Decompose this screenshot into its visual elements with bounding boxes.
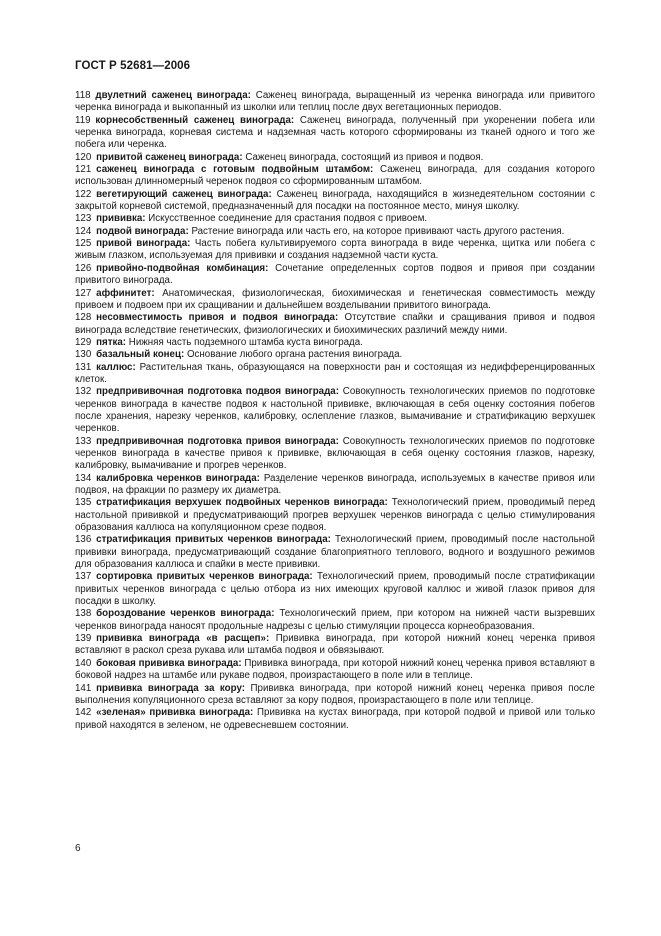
term-definition: Часть побега культивируемого сорта винограда в виде черенка, щитка или побега с живым глазком, используемая для прививки и создания надземной части куста. [75,238,596,262]
term-title: стратификация верхушек подвойных черенков винограда: [96,497,388,509]
term-definition: Саженец винограда, для создания которого использован длинномерный черенок подвоя со сформированным штамбом. [75,164,595,188]
term-entry [75,473,595,498]
term-title: бороздование черенков винограда: [96,608,275,620]
term-definition: Искусственное соединение для срастания подвоя с привоем. [148,213,428,225]
term-number: 139 [75,633,92,645]
term-title: прививка винограда «в расщеп»: [96,633,270,645]
term-number: 138 [75,608,92,620]
term-definition: Растение винограда или часть его, на которое прививают часть другого растения. [191,225,565,237]
term-title: подвой винограда: [96,225,189,237]
term-entry [75,152,595,164]
term-definition: Прививка винограда, при которой нижний конец черенка привоя вставляют в раскол среза рукава или штамба подвоя и обвязывают. [75,633,595,657]
term-title: привитой саженец винограда: [96,151,243,163]
term-number: 133 [75,435,92,447]
term-title: «зеленая» прививка винограда: [96,707,254,719]
term-number: 132 [75,386,92,398]
term-number: 120 [75,151,92,163]
term-definition: Технологический прием, проводимый перед настольной прививкой и предусматривающий прогрев верхушек черенков винограда с целью стимулирования образования каллюса на копуляционном срезе подвоя. [75,497,596,534]
term-title: несовместимость привоя и подвоя винограда: [96,312,339,324]
term-entry [75,90,595,115]
term-definition: Технологический прием, при котором на нижней части вызревших черенков винограда наносят продольные надрезы с целью стимуляции процесса корнеобразования. [75,608,595,632]
term-entry [75,362,595,387]
term-definition: Совокупность технологических приемов по подготовке черенков винограда в качестве подвоя к настольной прививке, включающая в себя оценку состояния побегов после хранения, нарезку черенков, калибровку, ослепление глазков, вымачивание и стратификацию верхушек черенков. [75,386,595,435]
term-definition: Основание любого органа растения винограда. [186,349,403,361]
term-definition: Отсутствие спайки и сращивания привоя и подвоя винограда вследствие генетических, физиологических и биохимических различий между ними. [75,312,595,336]
term-definition: Прививка винограда, при которой нижний конец черенка привоя после выполнения копуляционного среза вставляют за кору подвоя, произрастающего в поле или теплице. [75,682,595,706]
term-entry [75,571,595,608]
term-number: 142 [75,707,92,719]
term-entry [75,534,595,571]
term-entry [75,349,595,361]
term-number: 136 [75,534,92,546]
term-entry [75,213,595,225]
term-definition: Прививка винограда, при которой нижний конец черенка привоя вставляют в боковой надрез на штамбе или рукаве подвоя, произрастающего в поле или в теплице. [75,657,595,682]
term-number: 131 [75,361,92,373]
term-number: 122 [75,188,92,200]
term-title: двулетний саженец винограда: [95,90,251,101]
term-definition: Технологический прием, проводимый после настольной прививки винограда, предусматривающий создание благоприятного теплового, водного и воздушного режимов для образования каллюса и спайки в месте прививки. [75,534,595,571]
term-entry [75,633,595,658]
term-definition: Разделение черенков винограда, используемых в качестве привоя или подвоя, на фракции по размеру их диаметра. [75,472,595,496]
term-entry [75,436,595,473]
term-title: привой винограда: [96,238,191,250]
term-entry [75,226,595,238]
page-number: 6 [75,843,81,854]
term-number: 134 [75,472,92,484]
term-title: предпрививочная подготовка привоя винограда: [96,435,339,447]
term-title: сортировка привитых черенков винограда: [96,571,313,583]
term-title: пятка: [96,336,127,348]
term-entry [75,312,595,337]
term-definition: Саженец винограда, выращенный из черенка винограда или привитого черенка винограда и выкопанный из школки или теплиц после двух вегетационных периодов. [75,90,595,114]
term-definition: Саженец винограда, полученный при укоренении побега или черенка винограда, корневая система и надземная часть которого сформированы из тканей одного и того же побега или черенка. [75,114,595,151]
term-definition: Технологический прием, проводимый после стратификации привитых черенков винограда с целью отбора из них имеющих круговой каллюс и живой глазок привоя для посадки в школку. [75,571,595,608]
term-title: стратификация привитых черенков винограда: [96,534,331,546]
term-entry [75,337,595,349]
term-definition: Растительная ткань, образующаяся на поверхности ран и состоящая из недифференцированных клеток. [75,361,595,385]
term-title: прививка: [96,213,146,225]
term-title: боковая прививка винограда: [96,657,242,669]
term-number: 126 [75,262,92,274]
term-definition: Саженец винограда, находящийся в жизнедеятельном состоянии с закрытой корневой системой, предназначенный для посадки на постоянное место, минуя школку. [75,188,595,213]
term-number: 140 [75,657,92,669]
term-number: 123 [75,213,92,225]
standard-header: ГОСТ Р 52681—2006 [75,60,191,72]
term-entry [75,238,595,263]
term-entry [75,683,595,708]
term-number: 121 [75,164,92,176]
term-number: 141 [75,682,92,694]
term-title: саженец винограда с готовым подвойным штамбом: [96,164,374,176]
term-title: калибровка черенков винограда: [96,472,260,484]
term-entry [75,386,595,435]
term-entry [75,608,595,633]
term-definition: Саженец винограда, состоящий из привоя и подвоя. [245,151,484,163]
term-definition: Совокупность технологических приемов по подготовке черенков винограда в качестве привоя к прививке, включающая в себя оценку состояния глазков, нарезку, калибровку, вымачивание и прогрев черенков. [75,435,595,472]
term-number: 118 [75,90,91,101]
terms-list [75,90,595,732]
term-definition: Анатомическая, физиологическая, биохимическая и генетическая совместимость между привоем и подвоем при их сращивании и дальнейшем возделывании привитого винограда. [75,287,595,311]
term-title: вегетирующий саженец винограда: [96,188,272,200]
term-entry [75,115,595,152]
term-definition: Нижняя часть подземного штамба куста винограда. [128,336,363,348]
term-number: 137 [75,571,92,583]
term-entry [75,189,595,214]
term-title: каллюс: [96,361,136,373]
term-title: аффинитет: [96,287,155,299]
term-title: прививка винограда за кору: [96,682,245,694]
term-entry [75,263,595,288]
term-entry [75,164,595,189]
term-number: 119 [75,114,91,126]
term-number: 130 [75,349,92,361]
term-number: 128 [75,312,92,324]
term-entry [75,658,595,683]
term-entry [75,497,595,534]
term-title: базальный конец: [96,349,185,361]
term-definition: Прививка на кустах винограда, при которой подвой и привой или только привой находятся в зеленом, не одревесневшем состоянии. [75,707,595,731]
term-entry [75,288,595,313]
term-number: 124 [75,225,92,237]
term-title: привойно-подвойная комбинация: [96,262,269,274]
term-definition: Сочетание определенных сортов подвоя и привоя при создании привитого винограда. [75,262,595,287]
term-number: 125 [75,238,92,250]
term-title: предпрививочная подготовка подвоя винограда: [96,386,339,398]
term-number: 129 [75,336,92,348]
term-number: 127 [75,287,92,299]
term-title: корнесобственный саженец винограда: [95,114,295,126]
term-number: 135 [75,497,92,509]
term-entry [75,707,595,732]
